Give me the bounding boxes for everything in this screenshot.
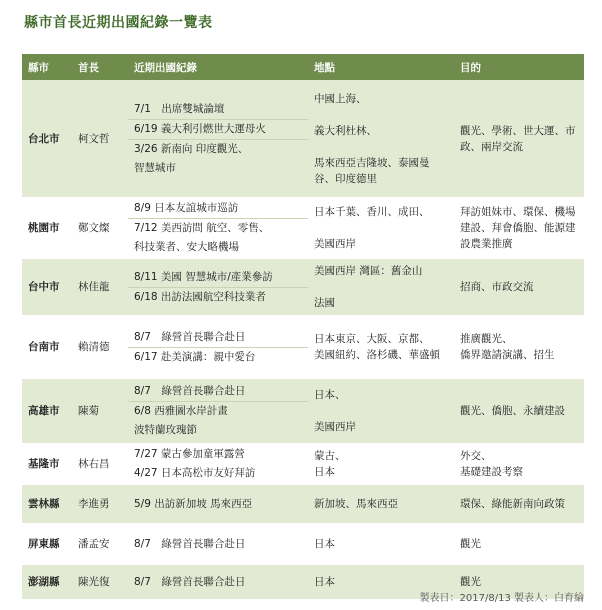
cell-city: 屏東縣 [22, 524, 72, 564]
cell-records [128, 258, 308, 316]
cell-location: 日本千葉、香川、成田、 美國西岸 [308, 198, 454, 258]
record-line: 8/7 綠營首長聯合赴日 [134, 575, 246, 588]
cell-records [128, 484, 308, 524]
cell-location: 中國上海、 義大利杜林、 馬來西亞吉隆坡、泰國曼谷、印度德里 [308, 80, 454, 198]
record-line: 6/18 出訪法國航空科技業者 [128, 287, 308, 307]
table-row [22, 258, 584, 316]
cell-records [128, 564, 308, 600]
cell-head: 林佳龍 [72, 258, 128, 316]
cell-head: 鄭文燦 [72, 198, 128, 258]
cell-head: 李進勇 [72, 484, 128, 524]
header-head: 首長 [72, 54, 128, 80]
cell-city: 桃園市 [22, 198, 72, 258]
cell-purpose: 拜訪姐妹市、環保、機場建設、拜會僑胞、能源建設農業推廣 [454, 198, 584, 258]
record-line: 波特蘭玫瑰節 [134, 424, 197, 436]
record-line: 7/12 美西訪問 航空、零售、 [128, 218, 308, 238]
table-header-row [22, 54, 584, 80]
cell-head: 陳光復 [72, 564, 128, 600]
record-line: 3/26 新南向 印度觀光、 [128, 139, 308, 159]
cell-purpose: 招商、市政交流 [454, 258, 584, 316]
record-line: 7/27 蒙古參加童軍露營 [134, 448, 245, 460]
cell-city: 高雄市 [22, 378, 72, 444]
record-line: 智慧城市 [134, 161, 176, 174]
cell-city: 台中市 [22, 258, 72, 316]
cell-records [128, 80, 308, 198]
cell-location: 蒙古、 日本 [308, 444, 454, 484]
record-line: 科技業者、安大略機場 [134, 241, 239, 253]
record-line: 8/7 綠營首長聯合赴日 [134, 537, 246, 550]
table-row [22, 524, 584, 564]
cell-purpose: 環保、綠能新南向政策 [454, 484, 584, 524]
cell-head: 柯文哲 [72, 80, 128, 198]
table-row [22, 316, 584, 378]
table-row [22, 484, 584, 524]
header-records: 近期出國紀錄 [128, 54, 308, 80]
cell-purpose: 觀光、學術、世大運、市政、兩岸交流 [454, 80, 584, 198]
cell-records [128, 444, 308, 484]
cell-head: 陳菊 [72, 378, 128, 444]
table-row [22, 198, 584, 258]
cell-purpose: 觀光 [454, 524, 584, 564]
table-row [22, 444, 584, 484]
cell-records [128, 198, 308, 258]
cell-records [128, 524, 308, 564]
cell-head: 潘孟安 [72, 524, 128, 564]
cell-purpose: 觀光、僑胞、永續建設 [454, 378, 584, 444]
cell-location: 日本 [308, 524, 454, 564]
record-line: 8/7 綠營首長聯合赴日 [134, 330, 246, 343]
record-line: 4/27 日本高松市友好拜訪 [134, 467, 256, 479]
record-line: 8/7 綠營首長聯合赴日 [134, 385, 246, 397]
record-line: 5/9 出訪新加坡 馬來西亞 [134, 497, 253, 510]
record-line: 6/8 西雅圖水岸計畫 [128, 401, 308, 421]
record-line: 8/11 美國 智慧城市/產業參訪 [134, 270, 273, 283]
cell-city: 台南市 [22, 316, 72, 378]
table-row [22, 378, 584, 444]
cell-city: 台北市 [22, 80, 72, 198]
cell-city: 澎湖縣 [22, 564, 72, 600]
header-location: 地點 [308, 54, 454, 80]
cell-location: 日本、 美國西岸 [308, 378, 454, 444]
table-body [22, 80, 584, 600]
cell-purpose: 外交、 基礎建設考察 [454, 444, 584, 484]
cell-city: 基隆市 [22, 444, 72, 484]
footer-credit: 製表日：2017/8/13 製表人：白育綸 [419, 593, 584, 604]
cell-location: 新加坡、馬來西亞 [308, 484, 454, 524]
cell-records [128, 316, 308, 378]
cell-purpose: 推廣觀光、 僑界邀請演講、招生 [454, 316, 584, 378]
header-city: 縣市 [22, 54, 72, 80]
record-line: 6/17 赴美演講：親中愛台 [128, 347, 308, 367]
cell-city: 雲林縣 [22, 484, 72, 524]
cell-records [128, 378, 308, 444]
header-purpose: 目的 [454, 54, 584, 80]
record-line: 7/1 出席雙城論壇 [134, 102, 225, 115]
cell-head: 林右昌 [72, 444, 128, 484]
record-line: 6/19 義大利引燃世大運母火 [128, 119, 308, 139]
cell-location: 日本 [308, 564, 454, 600]
cell-purpose: 觀光 [454, 564, 584, 600]
cell-location: 日本東京、大阪、京都、 美國紐約、洛杉磯、華盛頓 [308, 316, 454, 378]
cell-head: 賴清德 [72, 316, 128, 378]
records-table [22, 54, 584, 601]
table-row [22, 80, 584, 198]
cell-location: 美國西岸 灣區：舊金山 法國 [308, 258, 454, 316]
page-title: 縣市首長近期出國紀錄一覽表 [24, 15, 213, 31]
record-line: 8/9 日本友誼城市巡訪 [134, 202, 239, 214]
